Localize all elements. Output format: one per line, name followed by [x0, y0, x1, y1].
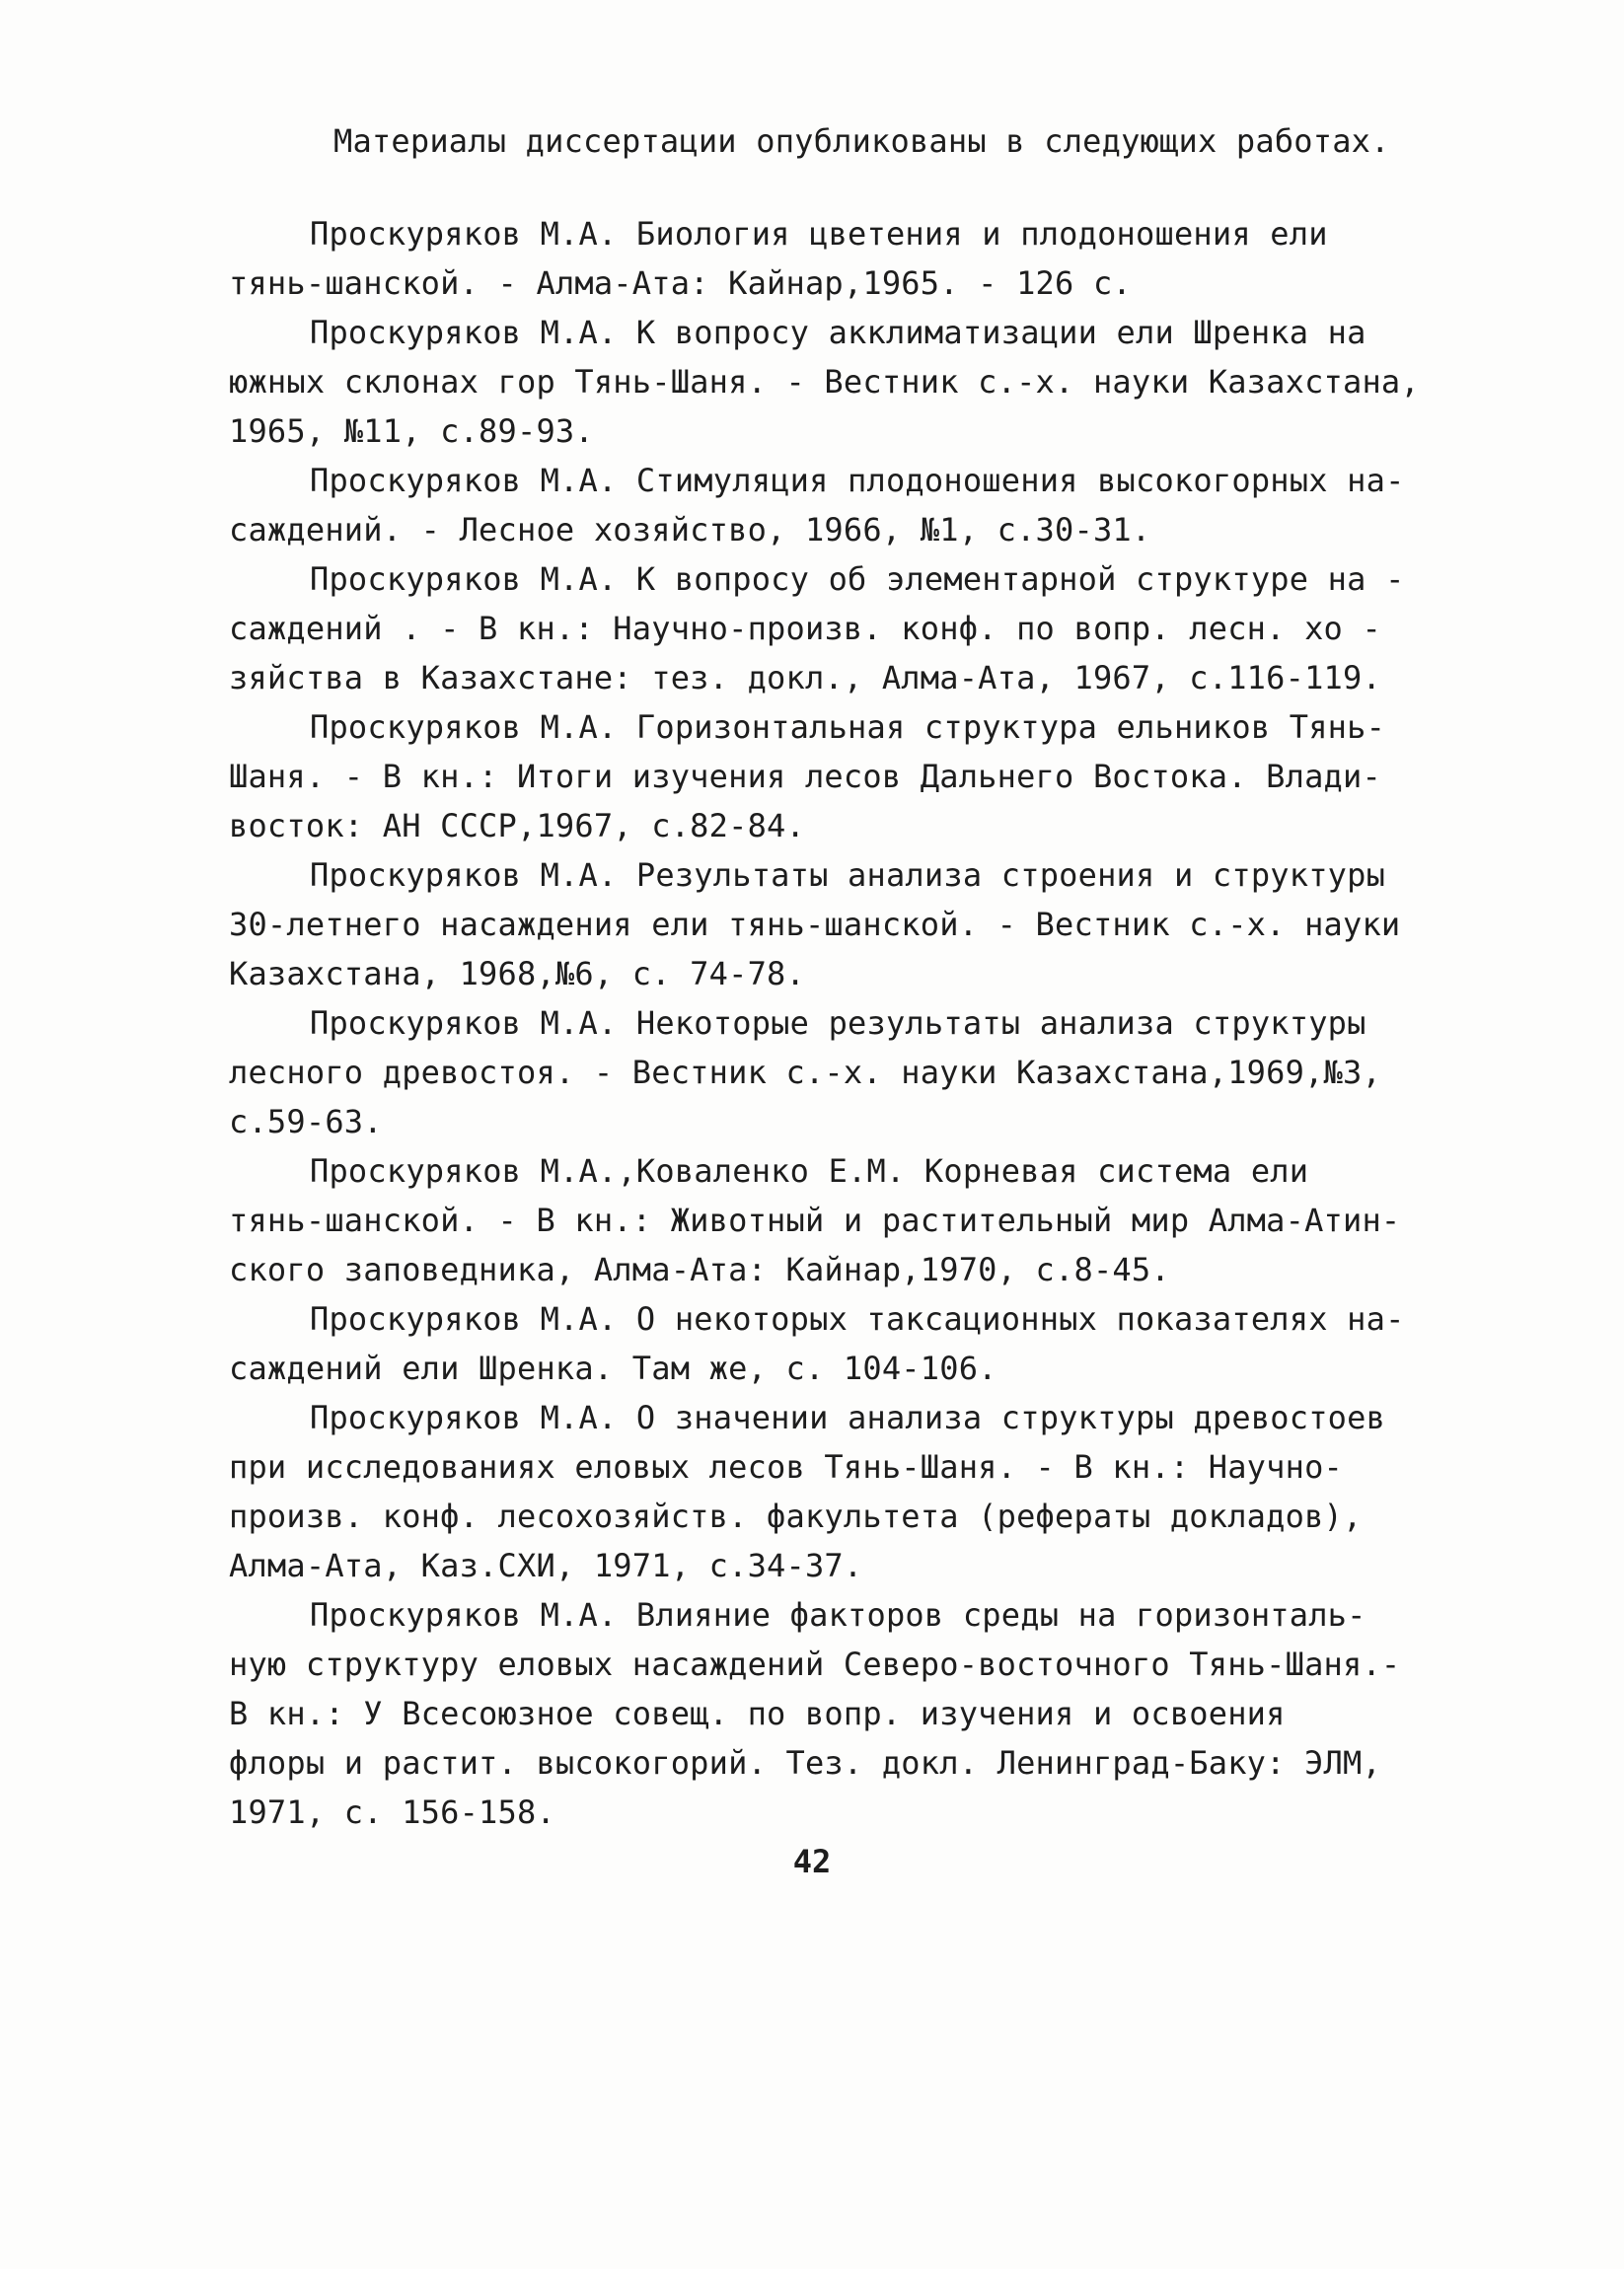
entry-line: Проскуряков М.А. О некоторых таксационных показателях на- — [310, 1300, 1405, 1338]
publication-list — [229, 209, 1438, 1837]
entry-line: Проскуряков М.А. Влияние факторов среды на горизонталь- — [310, 1596, 1366, 1634]
entry-line: В кн.: У Всесоюзное совещ. по вопр. изучения и освоения — [229, 1695, 1286, 1732]
entry-line: Алма-Ата, Каз.СХИ, 1971, с.34-37. — [229, 1547, 863, 1584]
entry-line: Проскуряков М.А. О значении анализа структуры древостоев — [310, 1399, 1386, 1436]
entry-line: Проскуряков М.А. Стимуляция плодоношения высокогорных на- — [310, 462, 1405, 499]
entry-line: с.59-63. — [229, 1103, 383, 1140]
entry-line: саждений . - В кн.: Научно-произв. конф. по вопр. лесн. хо - — [229, 610, 1381, 647]
entry-line: Проскуряков М.А. Горизонтальная структура ельников Тянь- — [310, 708, 1386, 746]
entry-line: Проскуряков М.А. К вопросу об элементарной структуре на - — [310, 560, 1405, 598]
entry-line: Проскуряков М.А. Некоторые результаты анализа структуры — [310, 1004, 1366, 1042]
publication-entry — [229, 209, 1438, 308]
entry-line: 30-летнего насаждения ели тянь-шанской. - Вестник с.-х. науки — [229, 906, 1401, 943]
entry-line: Казахстана, 1968,№6, с. 74-78. — [229, 955, 805, 992]
entry-line: 1965, №11, с.89-93. — [229, 412, 594, 450]
publication-entry — [229, 308, 1438, 456]
entry-line: южных склонах гор Тянь-Шаня. - Вестник с.-х. науки Казахстана, — [229, 363, 1420, 401]
publication-entry — [229, 456, 1438, 554]
entry-line: восток: АН СССР,1967, с.82-84. — [229, 807, 805, 844]
publication-entry — [229, 1393, 1438, 1590]
entry-line: Шаня. - В кн.: Итоги изучения лесов Дальнего Востока. Влади- — [229, 758, 1381, 795]
bibliography-text — [229, 116, 1438, 1837]
publication-entry — [229, 554, 1438, 702]
publication-entry — [229, 1146, 1438, 1294]
entry-line: тянь-шанской. - Алма-Ата: Кайнар,1965. - 126 с. — [229, 264, 1132, 302]
entry-line: саждений ели Шренка. Там же, с. 104-106. — [229, 1350, 997, 1387]
entry-line: флоры и растит. высокогорий. Тез. докл. Ленинград-Баку: ЭЛМ, — [229, 1744, 1381, 1782]
entry-line: лесного древостоя. - Вестник с.-х. науки Казахстана,1969,№3, — [229, 1054, 1381, 1091]
entry-line: при исследованиях еловых лесов Тянь-Шаня. - В кн.: Научно- — [229, 1448, 1344, 1486]
entry-line: саждений. - Лесное хозяйство, 1966, №1, с.30-31. — [229, 511, 1151, 549]
publication-entry — [229, 702, 1438, 850]
entry-line: Проскуряков М.А. Результаты анализа строения и структуры — [310, 856, 1386, 894]
publication-entry — [229, 850, 1438, 998]
entry-line: ную структуру еловых насаждений Северо-восточного Тянь-Шаня.- — [229, 1646, 1401, 1683]
publication-entry — [229, 1294, 1438, 1393]
entry-line: Проскуряков М.А. К вопросу акклиматизации ели Шренка на — [310, 314, 1366, 351]
entry-line: 1971, с. 156-158. — [229, 1793, 555, 1831]
entry-line: Проскуряков М.А. Биология цветения и плодоношения ели — [310, 215, 1328, 253]
publication-entry — [229, 1590, 1438, 1837]
entry-line: Проскуряков М.А.,Коваленко Е.М. Корневая система ели — [310, 1152, 1309, 1190]
page-number: 42 — [792, 1843, 832, 1880]
entry-line: зяйства в Казахстане: тез. докл., Алма-Ата, 1967, с.116-119. — [229, 659, 1381, 696]
intro-sentence: Материалы диссертации опубликованы в следующих работах. — [333, 122, 1390, 160]
entry-line: произв. конф. лесохозяйств. факультета (рефераты докладов), — [229, 1498, 1363, 1535]
entry-line: ского заповедника, Алма-Ата: Кайнар,1970, с.8-45. — [229, 1251, 1170, 1288]
entry-line: тянь-шанской. - В кн.: Животный и растительный мир Алма-Атин- — [229, 1202, 1401, 1239]
publication-entry — [229, 998, 1438, 1146]
